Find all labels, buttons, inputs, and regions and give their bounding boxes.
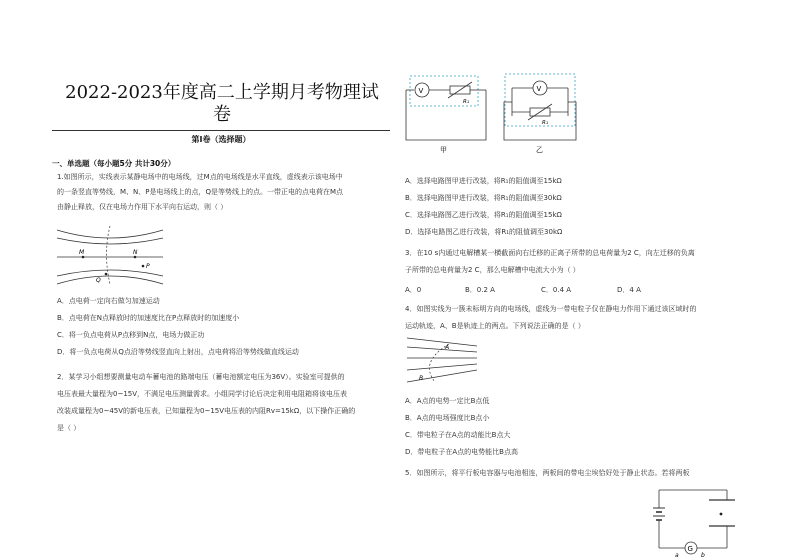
q3-option-b: B．0.2 A: [465, 286, 495, 294]
point-m-dot: [82, 256, 85, 259]
q2-line: 改装成量程为0~45V的新电压表，已知量程为0~15V电压表的内阻Rv=15kΩ，以下操作正确的: [57, 407, 356, 415]
q3-line: 子所带的总电荷量为2 C，那么电解槽中电流大小为（ ）: [405, 266, 580, 274]
field-line: [57, 270, 163, 276]
q2-option-d: D．选择电路图乙进行改装，将R₁的阻值调至30kΩ: [405, 228, 563, 236]
q3-line: 3．在10 s内通过电解槽某一横截面向右迁移的正离子所带的总电荷量为2 C，向左迁移的负离: [405, 249, 695, 257]
point-n-dot: [134, 256, 137, 259]
q4-option-b: B．A点的电场强度比B点小: [405, 414, 490, 422]
field-line: [407, 364, 477, 370]
dust-particle: [720, 513, 723, 516]
label-q: Q: [96, 277, 101, 284]
voltmeter-label: V: [536, 85, 542, 93]
galvanometer-label: G: [687, 545, 693, 553]
label-m: M: [79, 249, 85, 256]
q4-options: [405, 394, 518, 460]
circuit-yi: [504, 74, 576, 154]
point-q-dot: [105, 273, 108, 276]
q3-option-c: C．0.4 A: [541, 286, 572, 294]
q1-option-c: C．将一负点电荷从P点移到N点，电场力做正功: [57, 331, 205, 339]
q2-line: 2．某学习小组想要测量电动车蓄电池的路端电压（蓄电池额定电压为36V）。实验室可提供的: [57, 373, 345, 381]
volume-label: 第I卷（选择题）: [191, 135, 251, 144]
q2-line: 是（ ）: [57, 424, 81, 432]
point-p-dot: [142, 265, 145, 268]
q1-option-d: D．将一负点电荷从Q点沿等势线竖直向上射出，点电荷将沿等势线做直线运动: [57, 348, 299, 356]
question-1: [57, 170, 343, 215]
q5-capacitor-figure: [645, 486, 745, 558]
title-divider: [52, 130, 390, 131]
variable-arrow: [528, 104, 552, 120]
voltmeter-label: V: [418, 87, 424, 95]
section-label: 一、单选题（每小题5分 共计30分）: [52, 159, 176, 168]
q2-option-b: B．选择电路图甲进行改装，将R₁的阻值调至30kΩ: [405, 194, 562, 202]
q2-option-c: C．选择电路图乙进行改装，将R₁的阻值调至15kΩ: [405, 211, 562, 219]
resistor-label: R₁: [463, 99, 470, 105]
q2-options: [405, 174, 562, 240]
q4-option-d: D．带电粒子在A点的电势能比B点高: [405, 448, 518, 456]
q3-options: [405, 283, 685, 298]
question-3: [405, 246, 695, 278]
field-line: [407, 338, 477, 346]
page-title: [52, 82, 392, 126]
label-a: A: [445, 344, 450, 351]
label-a: a: [675, 552, 679, 558]
q3-option-a: A．0: [405, 286, 422, 294]
q2-circuit-figure: [400, 72, 600, 162]
question-5: [405, 466, 689, 481]
label-yi: 乙: [536, 146, 543, 154]
circuit-jia: [406, 76, 486, 154]
q3-option-d: D．4 A: [617, 286, 641, 294]
q5-line: 5．如图所示，将平行板电容器与电池相连，两板间的带电尘埃恰好处于静止状态。若将两板: [405, 469, 690, 477]
q2-line: 电压表最大量程为0~15V，不满足电压测量需求。小组同学讨论后决定利用电阻箱将该电压表: [57, 390, 348, 398]
label-n: N: [133, 249, 138, 256]
label-b: B: [419, 375, 424, 382]
q4-option-c: C．带电粒子在A点的动能比B点大: [405, 431, 511, 439]
q1-options: [57, 294, 299, 360]
question-4: [405, 302, 696, 334]
title-line-2: 卷: [213, 104, 231, 125]
resistor-label: R₁: [542, 120, 549, 126]
q1-field-figure: [55, 224, 165, 286]
q1-option-a: A．点电荷一定向右做匀加速运动: [57, 297, 160, 305]
title-line-1: 2022-2023年度高二上学期月考物理试: [65, 82, 379, 103]
q1-option-b: B．点电荷在N点释放时的加速度比在P点释放时的加速度小: [57, 314, 240, 322]
field-line: [57, 230, 163, 238]
q4-field-figure: [405, 334, 480, 386]
question-2: [57, 370, 355, 436]
field-line: [407, 347, 477, 352]
label-p: P: [146, 263, 150, 270]
q1-line: 1.如图所示，实线表示某静电场中的电场线，过M点的电场线是水平直线，虚线表示该电场中: [57, 173, 343, 181]
field-line: [57, 238, 163, 244]
q1-line: 由静止释放，仅在电场力作用下水平向右运动，则（ ）: [57, 203, 228, 211]
q4-line: 4．如图实线为一簇未标明方向的电场线，虚线为一带电粒子仅在静电力作用下通过该区域时的: [405, 305, 697, 313]
q1-line: 的一条竖直等势线，M、N、P是电场线上的点，Q是等势线上的点。一带正电的点电荷在M点: [57, 188, 344, 196]
field-line: [407, 370, 477, 382]
variable-arrow: [448, 82, 472, 98]
label-b: b: [701, 552, 705, 558]
label-jia: 甲: [440, 146, 447, 154]
q4-option-a: A．A点的电势一定比B点低: [405, 397, 490, 405]
q4-line: 运动轨迹，A、B是轨迹上的两点。下列说法正确的是（ ）: [405, 322, 585, 330]
dashed-box: [505, 74, 575, 126]
equipotential-line: [107, 226, 111, 284]
q2-option-a: A．选择电路图甲进行改装，将R₁的阻值调至15kΩ: [405, 177, 562, 185]
